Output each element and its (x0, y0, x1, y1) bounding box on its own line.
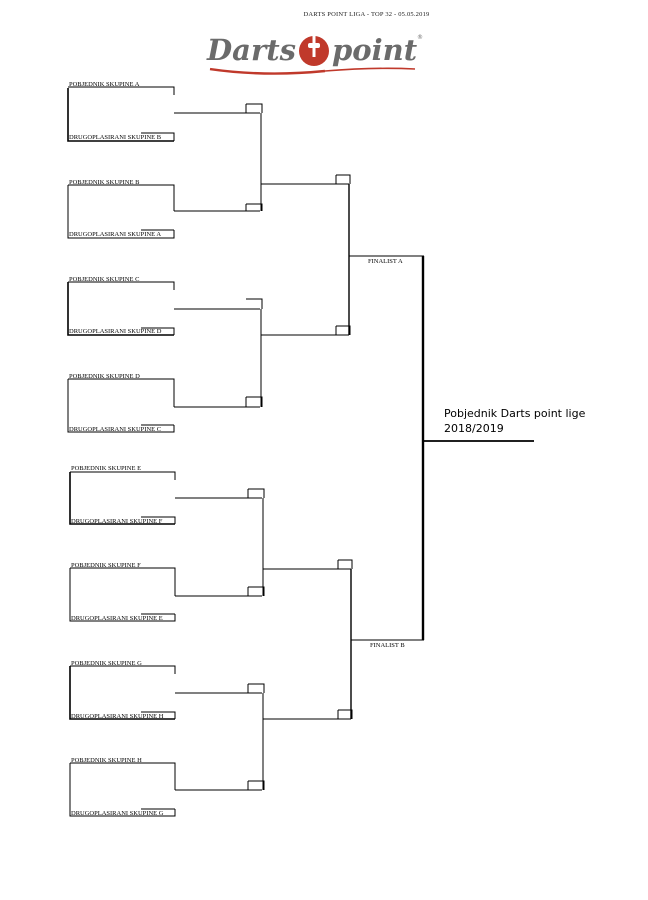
bracket-slot: DRUGOPLASIRANI SKUPINE C (69, 426, 162, 433)
bracket-slot: POBJEDNIK SKUPINE F (71, 562, 141, 569)
winner-line-1: Pobjednik Darts point lige (444, 407, 586, 420)
bracket-slot: DRUGOPLASIRANI SKUPINE A (69, 231, 162, 238)
bracket-slot: POBJEDNIK SKUPINE D (69, 373, 140, 380)
bracket-slot: DRUGOPLASIRANI SKUPINE G (71, 810, 164, 817)
svg-text:Darts: Darts (207, 33, 296, 67)
bracket-slot: POBJEDNIK SKUPINE H (71, 757, 142, 764)
bracket-slot: POBJEDNIK SKUPINE E (71, 465, 142, 472)
winner-line-2: 2018/2019 (444, 422, 504, 435)
finalist-a-label: FINALIST A (368, 258, 403, 265)
bracket-slot: DRUGOPLASIRANI SKUPINE D (69, 328, 162, 335)
svg-text:®: ® (417, 34, 423, 41)
bracket-slot: DRUGOPLASIRANI SKUPINE F (71, 518, 163, 525)
svg-text:point: point (332, 33, 418, 67)
bracket-slot: DRUGOPLASIRANI SKUPINE H (71, 713, 164, 720)
bracket-slot: POBJEDNIK SKUPINE G (71, 660, 142, 667)
finalist-b-label: FINALIST B (370, 642, 405, 649)
bracket-slot: POBJEDNIK SKUPINE A (69, 81, 140, 88)
bracket-slot: POBJEDNIK SKUPINE B (69, 179, 140, 186)
winner-label (444, 406, 585, 436)
bracket-slot: DRUGOPLASIRANI SKUPINE E (71, 615, 163, 622)
page-title: DARTS POINT LIGA - TOP 32 - 05.05.2019 (303, 11, 430, 18)
bracket-slot: DRUGOPLASIRANI SKUPINE B (69, 134, 162, 141)
bracket-slot: POBJEDNIK SKUPINE C (69, 276, 140, 283)
